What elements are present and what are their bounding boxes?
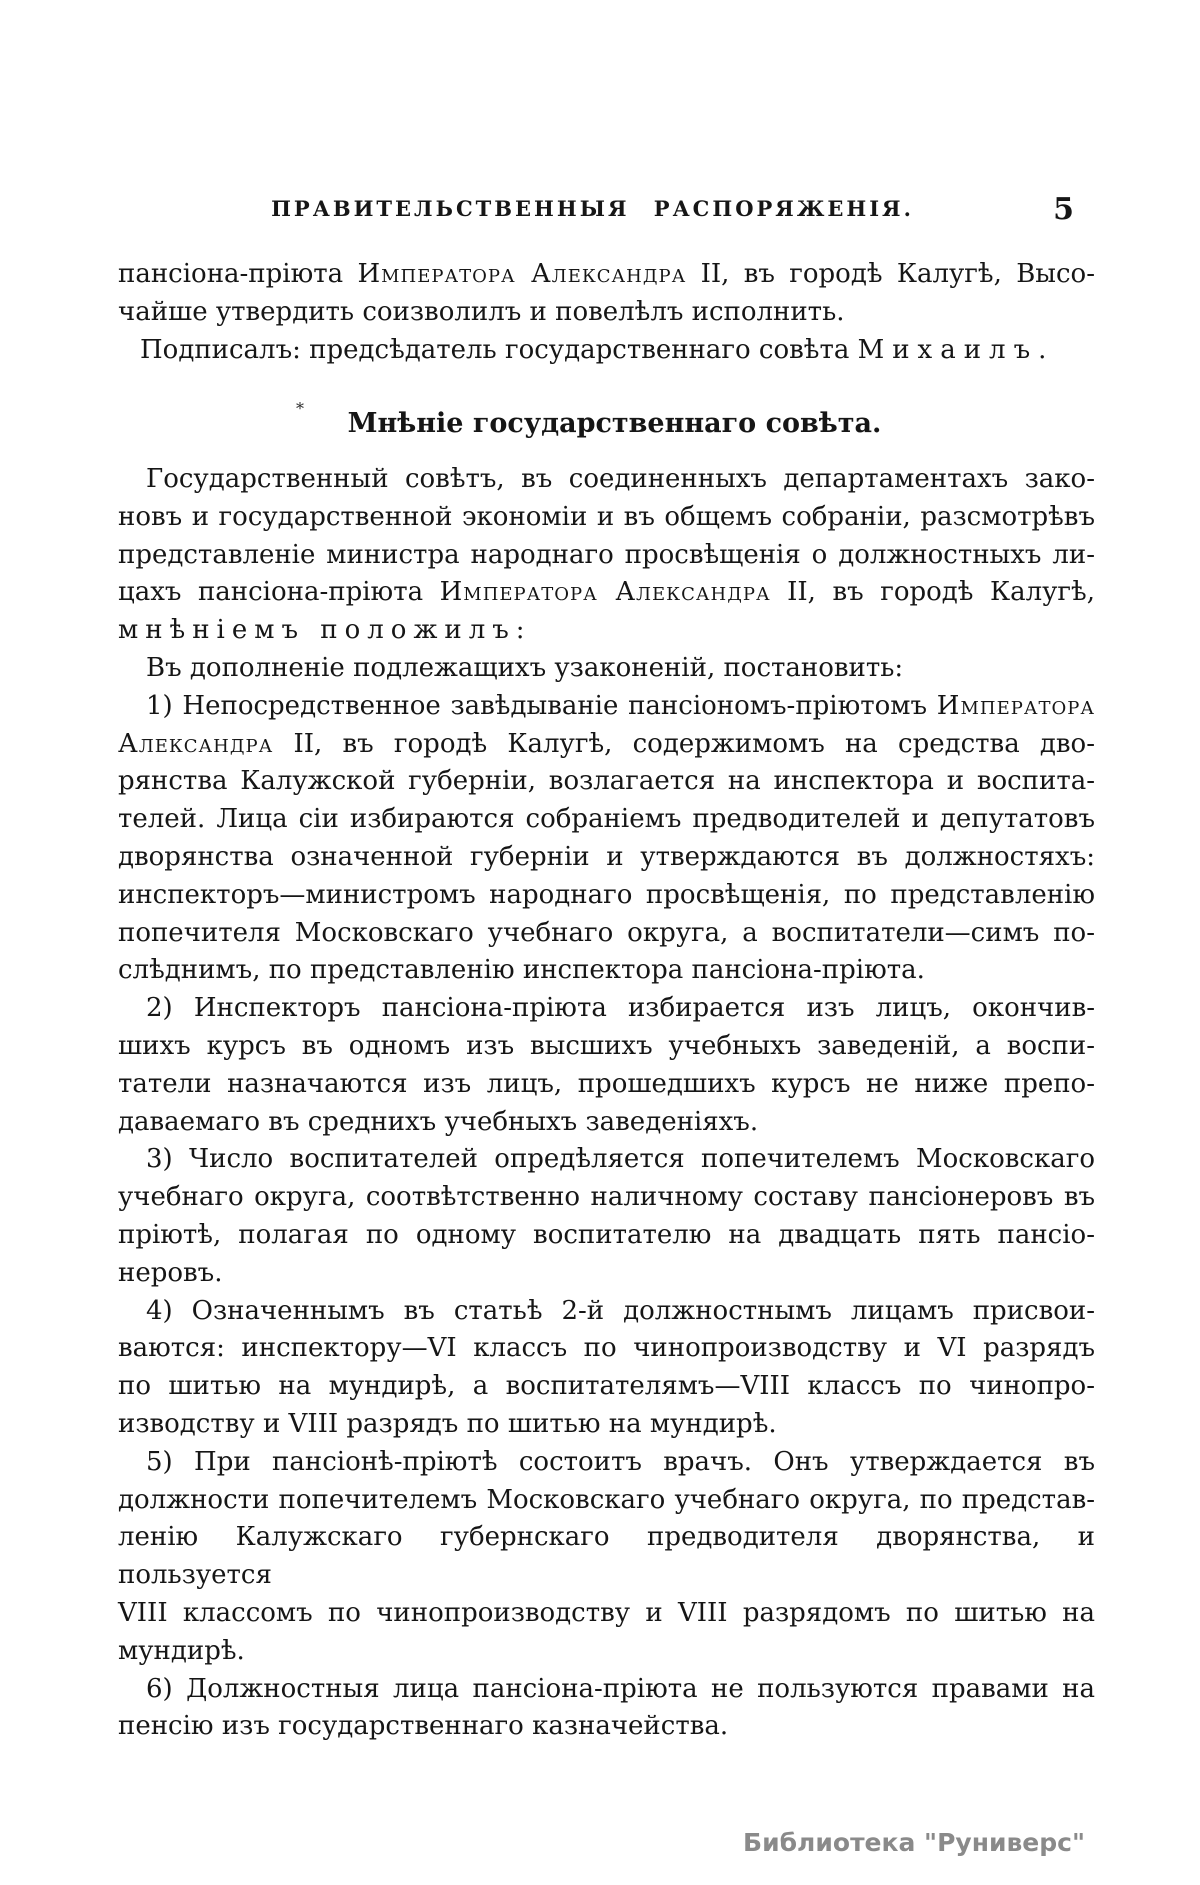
text-line: должности попечителемъ Московскаго учебнаго округа, по представ- [118, 1484, 1095, 1515]
line-segment: II, въ городѣ Калугѣ, содержимомъ на средства дво- [273, 728, 1095, 759]
library-watermark: Библиотека "Руниверс" [743, 1828, 1085, 1857]
text-line: учебнаго округа, соотвѣтственно наличному составу пансіонеровъ въ [118, 1182, 1095, 1213]
text-line: 2) Инспекторъ пансіона-пріюта избирается изъ лицъ, окончив- [146, 993, 1095, 1024]
text-line: шихъ курсъ въ одномъ изъ высшихъ учебныхъ заведеній, а воспи- [118, 1030, 1095, 1061]
text-line: по шитью на мундирѣ, а воспитателямъ—VIII классъ по чинопро- [118, 1371, 1095, 1402]
text-line: представленіе министра народнаго просвѣщенія о должностныхъ ли- [118, 539, 1095, 570]
text-line: Въ дополненіе подлежащихъ узаконеній, постановить: [146, 652, 904, 683]
text-line: дворянства означенной губерніи и утверждаются въ должностяхъ: [118, 841, 1095, 872]
text-line: мнѣніемъ положилъ: [118, 615, 532, 646]
text-line: VIII классомъ по чинопроизводству и VIII разрядомъ по шитью на [118, 1597, 1095, 1628]
text-line: слѣднимъ, по представленію инспектора пансіона-пріюта. [118, 955, 925, 986]
text-line: чайше утвердить соизволилъ и повелѣлъ исполнить. [118, 297, 845, 327]
opinion-text [118, 461, 1095, 1746]
text-line: инспекторъ—министромъ народнаго просвѣщенія, по представленію [118, 879, 1095, 910]
text-line: попечителя Московскаго учебнаго округа, а воспитатели—симъ по- [118, 917, 1095, 948]
text-line: неровъ. [118, 1257, 223, 1288]
imperial-name-smallcaps: Императора Александра [439, 577, 771, 608]
text-line: Государственный совѣтъ, въ соединенныхъ департаментахъ зако- [146, 464, 1095, 494]
line-segment: II, въ городѣ Калугѣ, [770, 577, 1095, 608]
text-line [118, 255, 1095, 293]
text-line: даваемаго въ среднихъ учебныхъ заведеніяхъ. [118, 1106, 759, 1137]
line-segment: пансіона-пріюта [118, 259, 358, 289]
text-line: рянства Калужской губерніи, возлагается на инспектора и воспита- [118, 766, 1095, 797]
asterisk-mark: * [296, 399, 304, 418]
text-line: новъ и государственной экономіи и въ общемъ собраніи, разсмотрѣвъ [118, 501, 1095, 532]
imperial-name-smallcaps: Императора Александра [357, 259, 687, 289]
text-line [118, 574, 1095, 612]
signer-name: Михаилъ [857, 335, 1039, 365]
text-line: пенсію изъ государственнаго казначейства. [118, 1711, 729, 1742]
text-line [118, 688, 1095, 726]
line-segment: II, въ городѣ Калугѣ, Высо- [686, 259, 1095, 289]
text-line: мундирѣ. [118, 1635, 245, 1666]
imperial-name-smallcaps: Императора [936, 690, 1095, 721]
text-line: 4) Означеннымъ въ статьѣ 2-й должностнымъ лицамъ присвои- [146, 1295, 1095, 1326]
text-line: 3) Число воспитателей опредѣляется попечителемъ Московскаго [146, 1144, 1095, 1175]
signature-line [118, 331, 1095, 369]
line-segment: цахъ пансіона-пріюта [118, 577, 440, 608]
text-line: 6) Должностныя лица пансіона-пріюта не пользуются правами на [146, 1673, 1095, 1704]
text-line: пріютѣ, полагая по одному воспитателю на двадцать пять пансіо- [118, 1219, 1095, 1250]
page-number: 5 [1053, 192, 1074, 227]
text-line [118, 726, 1095, 764]
intro-paragraph [118, 255, 1095, 369]
line-segment: 1) Непосредственное завѣдываніе пансіономъ-пріютомъ [146, 690, 937, 721]
running-head: ПРАВИТЕЛЬСТВЕННЫЯ РАСПОРЯЖЕНІЯ. [271, 196, 914, 221]
imperial-name-smallcaps: Александра [118, 728, 274, 759]
text-line: татели назначаются изъ лицъ, прошедшихъ курсъ не ниже препо- [118, 1068, 1095, 1099]
line-segment: . [1038, 335, 1047, 365]
text-line: ленію Калужскаго губернскаго предводителя дворянства, и пользуется [118, 1522, 1095, 1591]
text-line: ваются: инспектору—VI классъ по чинопроизводству и VI разрядъ [118, 1333, 1095, 1364]
line-segment: Подписалъ: предсѣдатель государственнаго совѣта [140, 335, 858, 365]
text-line: изводству и VIII разрядъ по шитью на мундирѣ. [118, 1408, 777, 1439]
text-line: 5) При пансіонѣ-пріютѣ состоитъ врачъ. Онъ утверждается въ [146, 1446, 1095, 1477]
text-line: телей. Лица сіи избираются собраніемъ предводителей и депутатовъ [118, 804, 1095, 835]
section-heading: Мнѣніе государственнаго совѣта. [347, 408, 882, 439]
